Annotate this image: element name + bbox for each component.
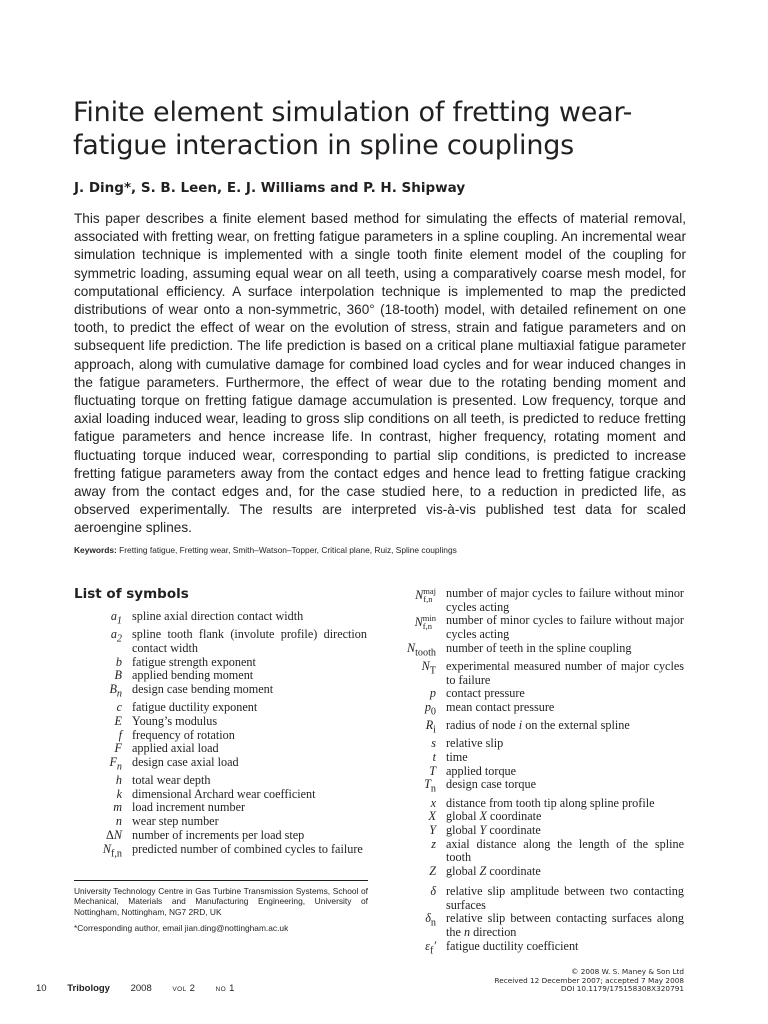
symbols-list-right: [390, 587, 684, 958]
symbol-description: dimensional Archard wear coefficient: [132, 786, 316, 801]
keywords-label: Keywords:: [74, 545, 117, 555]
symbol-description: axial distance along the length of the spline tooth: [446, 836, 684, 865]
symbol-row: [390, 865, 684, 879]
symbol-description: global Y coordinate: [446, 823, 541, 837]
symbol-description: load increment number: [132, 800, 246, 815]
symbol: z: [431, 836, 436, 851]
symbol-row: [74, 756, 367, 774]
symbol-description: number of teeth in the spline coupling: [446, 640, 632, 655]
symbol-description: number of minor cycles to failure without major cycles acting: [446, 613, 684, 642]
symbol-row: [390, 751, 684, 765]
symbol: $N_T$: [421, 658, 436, 677]
symbol-description: time: [446, 750, 468, 765]
symbol-description: spline tooth flank (involute profile) direction contact width: [132, 627, 367, 655]
symbol-row: [390, 701, 684, 719]
symbol-description: applied torque: [446, 763, 517, 778]
symbol: $\varepsilon_f'$: [425, 938, 436, 957]
symbol: Z: [429, 864, 436, 879]
symbol-description: frequency of rotation: [132, 727, 235, 742]
symbol-row: [74, 656, 367, 670]
symbol-row: [74, 788, 367, 802]
symbol: N maj f,n: [415, 586, 436, 604]
symbol-row: [390, 642, 684, 660]
keywords: [74, 545, 457, 555]
symbol-row: [390, 797, 684, 811]
symbol-row: [74, 829, 367, 843]
symbol-row: [74, 701, 367, 715]
paper-title: Finite element simulation of fretting wear-fatigue interaction in spline couplings: [73, 97, 633, 161]
symbol-row: [390, 912, 684, 939]
symbol-row: [74, 669, 367, 683]
symbol-row: [390, 885, 684, 912]
keywords-text: Fretting fatigue, Fretting wear, Smith–Watson–Topper, Critical plane, Ruiz, Spline couplings: [119, 545, 457, 555]
symbol: $N_{tooth}$: [406, 640, 436, 659]
symbol: c: [116, 700, 122, 715]
symbol-row: [390, 838, 684, 865]
affiliation: University Technology Centre in Gas Turbine Transmission Systems, School of Mechanical, Materials and Manufacturing Engineering, University of Nottingham, Nottingham, NG7 2RD, UK: [74, 886, 368, 917]
symbol: b: [115, 654, 122, 669]
symbol: δ: [430, 883, 436, 898]
symbol-row: [74, 843, 367, 861]
symbol-row: [390, 778, 684, 796]
symbol-row: [390, 737, 684, 751]
symbol: N min f,n: [414, 613, 436, 632]
symbol-description: applied bending moment: [132, 668, 254, 683]
symbol-description: global X coordinate: [446, 809, 542, 824]
symbol: $B_n$: [109, 681, 122, 700]
symbol: E: [114, 713, 122, 728]
symbol-row: [74, 742, 367, 756]
symbol: h: [115, 773, 122, 788]
copyright: © 2008 W. S. Maney & Son Ltd: [571, 967, 684, 976]
symbol: f: [118, 727, 122, 742]
footnote-rule: [74, 880, 368, 881]
symbol-description: number of major cycles to failure without minor cycles acting: [446, 586, 684, 614]
symbol: $\delta_n$: [425, 911, 436, 929]
symbol: $T_n$: [424, 777, 436, 795]
symbol: k: [116, 786, 122, 801]
symbol-description: Young’s modulus: [132, 713, 218, 728]
symbol: $F_n$: [109, 754, 122, 773]
symbol: $N_{f,n}$: [102, 841, 122, 859]
symbol: s: [431, 736, 436, 751]
symbol-row: [74, 715, 367, 729]
symbol-description: mean contact pressure: [446, 700, 555, 715]
symbol: T: [429, 763, 436, 778]
symbol-row: [390, 810, 684, 824]
symbol-description: design case axial load: [132, 754, 239, 769]
symbol-description: fatigue strength exponent: [132, 654, 256, 669]
symbol-description: total wear depth: [132, 773, 211, 788]
symbol: t: [432, 750, 436, 765]
volume-label: VOL: [172, 986, 187, 993]
symbol-row: [74, 610, 367, 628]
symbols-list-left: [74, 610, 367, 861]
symbol-description: design case bending moment: [132, 681, 274, 696]
symbol: $R_i$: [425, 718, 436, 736]
symbol: x: [430, 795, 436, 810]
symbol-row: [390, 940, 684, 958]
symbol: F: [114, 741, 122, 756]
abstract: This paper describes a finite element based method for simulating the effects of material removal, associated with fretting wear, on fretting fatigue parameters in a spline coupling. An incremental wear simulation technique is implemented with a single tooth finite element model of the coupling for symmetric loading, assuming equal wear on all teeth, using a comparatively coarse mesh model, for computational efficiency. A surface interpolation technique is implemented to map the predicted distributions of wear onto a non-symmetric, 360° (18-tooth) model, with detailed refinement on one tooth, to predict the effect of wear on the evolution of stress, strain and fatigue parameters and on subsequent life prediction. The life prediction is based on a critical plane multiaxial fatigue parameter approach, along with cumulative damage for combined load cycles and for wear induced changes in the fatigue parameters. Furthermore, the effect of wear due to the rotating bending moment and fluctuating torque on fretting fatigue damage accumulation is presented. Low frequency, torque and axial loading induced wear, leading to gross slip conditions on all teeth, is predicted to reduce fretting fatigue parameters and hence increase life. In contrast, higher frequency, rotating moment and fluctuating torque induced wear, corresponding to partial slip conditions, is predicted to increase fretting fatigue parameters away from the contact edges and hence lead to fretting fatigue cracking away from the contact edges and, for the case studied here, to a reduction in predicted life, as observed experimentally. The results are interpreted vis-à-vis published test data for scaled aeroengine splines.: [74, 211, 686, 536]
symbol-row: [390, 719, 684, 737]
issue-label: NO: [215, 986, 227, 993]
symbol: m: [113, 800, 122, 815]
symbol-row: [390, 587, 684, 614]
symbol-row: [390, 614, 684, 641]
symbol: Y: [429, 823, 436, 837]
symbol-description: applied axial load: [132, 741, 219, 756]
symbol-row: [74, 801, 367, 815]
corresponding-author: *Corresponding author, email jian.ding@nottingham.ac.uk: [74, 923, 289, 933]
publication-info: [495, 968, 684, 994]
symbol-row: [74, 683, 367, 701]
symbol-description: global Z coordinate: [446, 864, 541, 879]
page-footer: [36, 983, 252, 994]
symbol-description: predicted number of combined cycles to failure: [132, 841, 363, 856]
symbol-row: [390, 824, 684, 838]
symbol-row: [390, 687, 684, 701]
symbol: X: [428, 809, 436, 824]
symbol: B: [114, 668, 122, 683]
symbol-description: distance from tooth tip along spline profile: [446, 795, 655, 810]
symbol-description: spline axial direction contact width: [132, 609, 304, 623]
symbol-description: relative slip amplitude between two contacting surfaces: [446, 883, 684, 912]
symbol-description: radius of node i on the external spline: [446, 718, 630, 733]
symbol-description: relative slip between contacting surfaces along the n direction: [446, 911, 684, 939]
symbol-description: fatigue ductility exponent: [132, 700, 258, 715]
symbol-description: contact pressure: [446, 686, 525, 701]
symbol: $a_2$: [110, 627, 122, 645]
symbol: $p_0$: [424, 700, 436, 718]
symbol-description: experimental measured number of major cycles to failure: [446, 658, 684, 687]
symbol-row: [74, 729, 367, 743]
symbol: $a_1$: [110, 609, 122, 627]
journal-year: 2008: [130, 983, 152, 994]
symbol-description: relative slip: [446, 736, 504, 751]
symbol-row: [74, 774, 367, 788]
symbols-heading: List of symbols: [74, 586, 189, 602]
issue-number: 1: [229, 983, 235, 994]
author-list: J. Ding*, S. B. Leen, E. J. Williams and P. H. Shipway: [74, 180, 466, 196]
symbol: n: [115, 814, 122, 829]
symbol-description: design case torque: [446, 777, 537, 792]
symbol-description: wear step number: [132, 814, 219, 829]
symbol-row: [390, 765, 684, 779]
doi: DOI 10.1179/175158308X320791: [560, 984, 684, 994]
symbol: ΔN: [106, 827, 122, 842]
received-dates: Received 12 December 2007; accepted 7 May 2008: [494, 975, 684, 985]
symbol-row: [74, 815, 367, 829]
symbol-description: fatigue ductility coefficient: [446, 938, 579, 953]
page-number: 10: [36, 983, 47, 994]
journal-name: Tribology: [67, 983, 110, 994]
symbol-row: [390, 660, 684, 687]
symbol-description: number of increments per load step: [132, 827, 305, 842]
symbol: p: [429, 686, 436, 701]
volume-number: 2: [189, 983, 195, 994]
symbol-row: [74, 628, 367, 655]
